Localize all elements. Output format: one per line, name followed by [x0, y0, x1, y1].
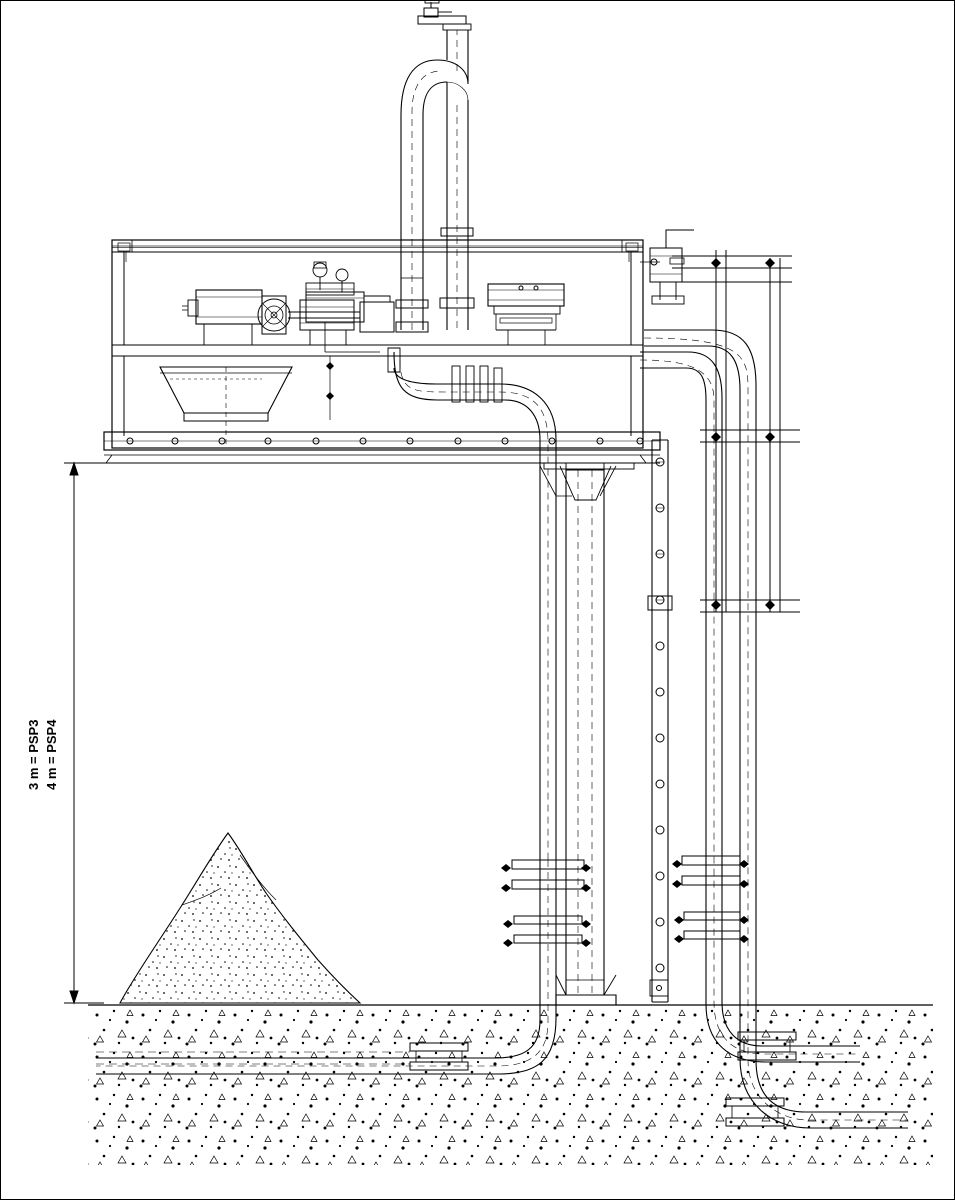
ground-soil-region — [88, 1005, 933, 1165]
top-riser-pipe — [396, 0, 474, 332]
pipe-rack-right — [672, 250, 800, 612]
instrument-cluster — [306, 262, 354, 295]
skid-underside-brackets — [540, 463, 634, 496]
center-discharge-pipe — [388, 348, 556, 860]
right-top-elbow — [650, 230, 694, 304]
skid-equipment-box — [488, 284, 564, 345]
vertical-stanchion — [648, 440, 672, 1002]
right-pipe-group-a — [640, 352, 860, 1062]
hopper — [160, 367, 292, 448]
pump-motor-assembly — [182, 262, 394, 352]
stanchion-bolts — [656, 458, 664, 972]
dimension-line-vertical — [64, 463, 112, 1003]
dimension-label-psp3: 3 m = PSP3 — [26, 719, 41, 790]
rock-heap — [120, 833, 360, 1003]
skid-frame — [104, 240, 660, 463]
dimension-label-psp4: 4 m = PSP4 — [44, 719, 59, 790]
